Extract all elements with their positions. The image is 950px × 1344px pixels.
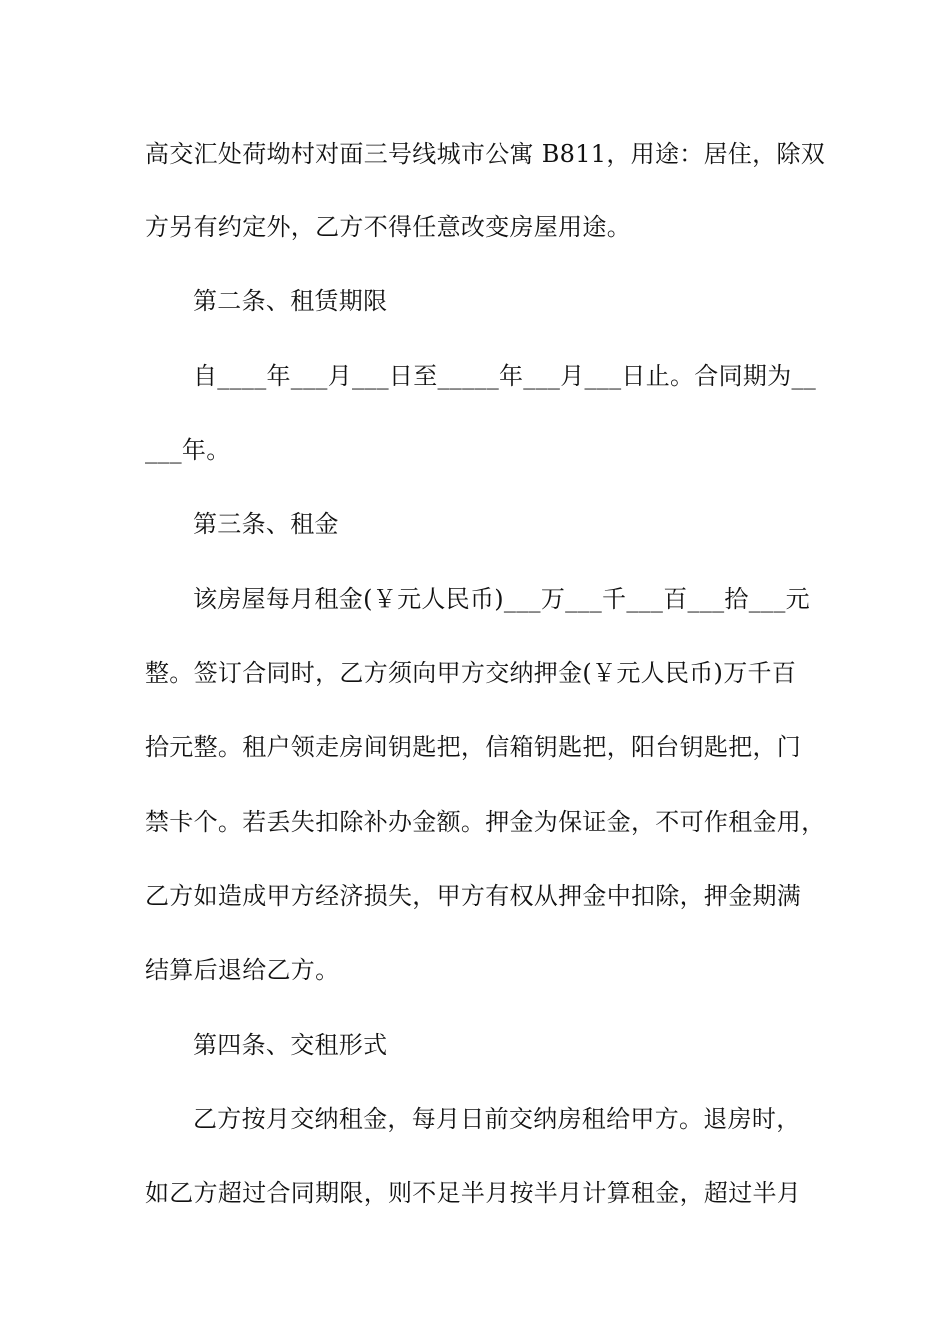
section-heading-payment: 第四条、交租形式 <box>193 1031 388 1059</box>
paragraph-line: 自____年___月___日至_____年___月___日止。合同期为__ <box>193 362 817 390</box>
paragraph-line: 乙方按月交纳租金，每月日前交纳房租给甲方。退房时， <box>193 1105 801 1133</box>
paragraph-line: 结算后退给乙方。 <box>145 956 340 984</box>
paragraph-line: 方另有约定外，乙方不得任意改变房屋用途。 <box>145 213 631 241</box>
paragraph-line: ___年。 <box>145 436 231 464</box>
section-heading-rent: 第三条、租金 <box>193 510 339 538</box>
section-heading-term: 第二条、租赁期限 <box>193 287 388 315</box>
paragraph-line: 拾元整。租户领走房间钥匙把，信箱钥匙把，阳台钥匙把，门 <box>145 733 802 761</box>
paragraph-line: 整。签订合同时，乙方须向甲方交纳押金(￥元人民币)万千百 <box>145 659 797 687</box>
paragraph-line: 如乙方超过合同期限，则不足半月按半月计算租金，超过半月 <box>145 1179 802 1207</box>
paragraph-line: 乙方如造成甲方经济损失，甲方有权从押金中扣除，押金期满 <box>145 882 802 910</box>
paragraph-line: 禁卡个。若丢失扣除补办金额。押金为保证金，不可作租金用， <box>145 808 826 836</box>
paragraph-line: 高交汇处荷坳村对面三号线城市公寓 B811，用途：居住，除双 <box>145 140 826 168</box>
paragraph-line: 该房屋每月租金(￥元人民币)___万___千___百___拾___元 <box>193 585 810 613</box>
